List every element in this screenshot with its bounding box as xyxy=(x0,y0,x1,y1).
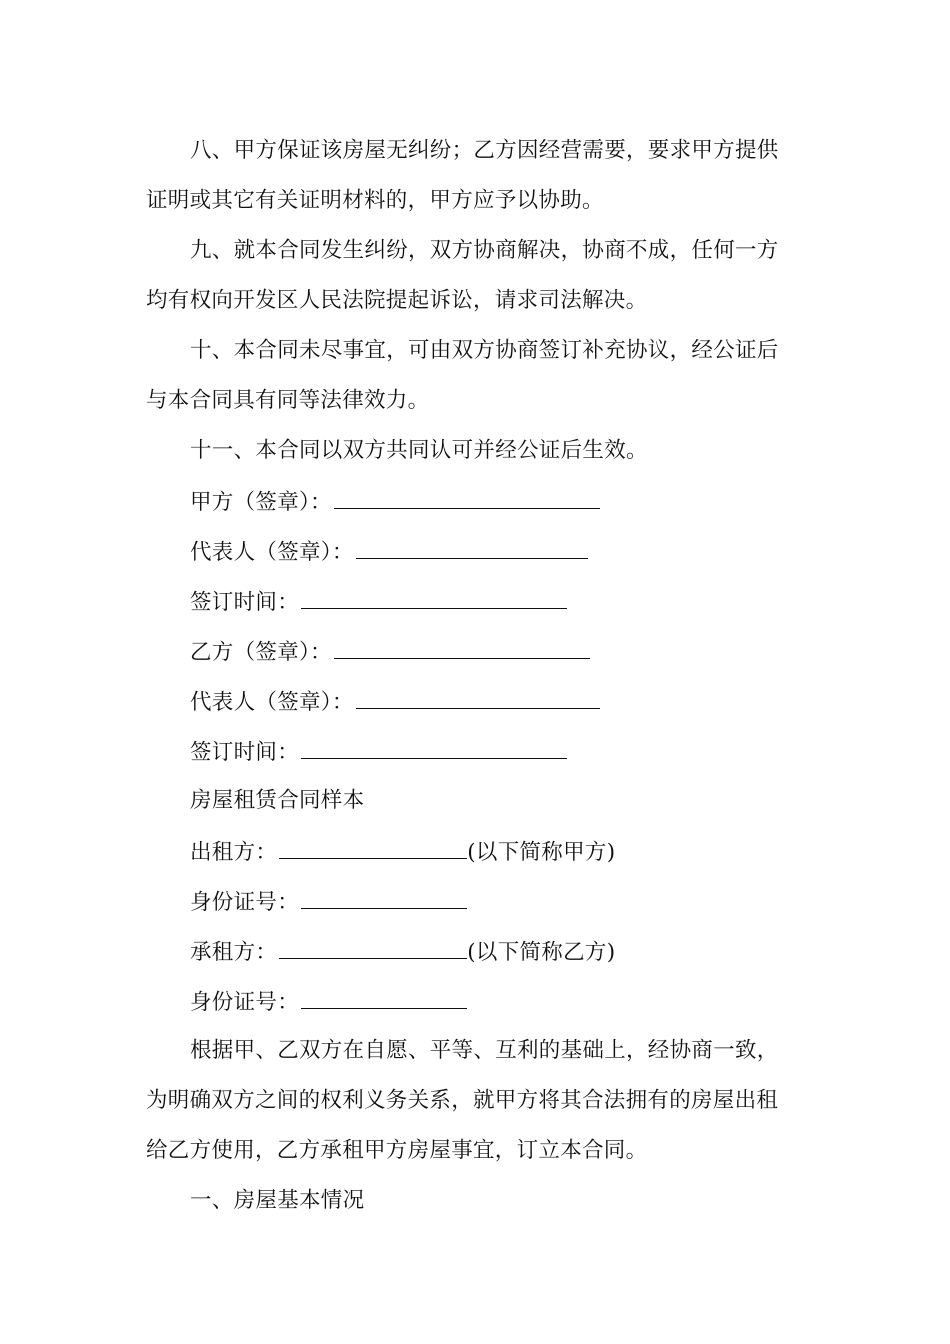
rep-b-label: 代表人（签章）： xyxy=(190,690,354,715)
intro-line-2: 为明确双方之间的权利义务关系，就甲方将其合法拥有的房屋出租 xyxy=(146,1088,779,1113)
party-a-label: 甲方（签章）： xyxy=(190,490,332,515)
lessor-label: 出租方： xyxy=(190,840,278,865)
section-1-heading: 一、房屋基本情况 xyxy=(190,1188,365,1213)
lessee-id-blank[interactable] xyxy=(301,986,467,1009)
sample-title: 房屋租赁合同样本 xyxy=(190,788,365,813)
lessor-row xyxy=(190,836,850,868)
lessee-suffix: (以下简称乙方) xyxy=(467,940,616,965)
date-a-blank[interactable] xyxy=(301,586,567,609)
date-a-label: 签订时间： xyxy=(190,590,300,615)
rep-b-signature-blank[interactable] xyxy=(356,686,600,709)
lessee-name-blank[interactable] xyxy=(279,936,467,959)
rep-a-signature-blank[interactable] xyxy=(356,536,588,559)
lessor-id-blank[interactable] xyxy=(301,886,467,909)
lessee-label: 承租方： xyxy=(190,940,278,965)
lessor-suffix: (以下简称甲方) xyxy=(467,840,616,865)
lessor-id-row xyxy=(190,886,850,918)
date-b-blank[interactable] xyxy=(301,736,567,759)
clause-11: 十一、本合同以双方共同认可并经公证后生效。 xyxy=(190,438,648,463)
date-a-row xyxy=(190,586,850,618)
lessor-name-blank[interactable] xyxy=(279,836,467,859)
rep-a-signature-row xyxy=(190,536,850,568)
date-b-row xyxy=(190,736,850,768)
party-b-label: 乙方（签章）： xyxy=(190,640,332,665)
rep-b-signature-row xyxy=(190,686,850,718)
lessee-id-row xyxy=(190,986,850,1018)
party-b-signature-blank[interactable] xyxy=(334,636,590,659)
clause-8-line-2: 证明或其它有关证明材料的，甲方应予以协助。 xyxy=(146,188,604,213)
clause-9-line-2: 均有权向开发区人民法院提起诉讼，请求司法解决。 xyxy=(146,288,648,313)
clause-9-line-1: 九、就本合同发生纠纷，双方协商解决，协商不成，任何一方 xyxy=(190,238,779,263)
clause-10-line-2: 与本合同具有同等法律效力。 xyxy=(146,388,430,413)
party-b-signature-row xyxy=(190,636,850,668)
clause-8-line-1: 八、甲方保证该房屋无纠纷；乙方因经营需要，要求甲方提供 xyxy=(190,138,779,163)
intro-line-1: 根据甲、乙双方在自愿、平等、互利的基础上，经协商一致， xyxy=(190,1038,779,1063)
lessee-id-label: 身份证号： xyxy=(190,990,300,1015)
date-b-label: 签订时间： xyxy=(190,740,300,765)
rep-a-label: 代表人（签章）： xyxy=(190,540,354,565)
lessee-row xyxy=(190,936,850,968)
party-a-signature-blank[interactable] xyxy=(334,486,600,509)
party-a-signature-row xyxy=(190,486,850,518)
intro-line-3: 给乙方使用，乙方承租甲方房屋事宜，订立本合同。 xyxy=(146,1138,648,1163)
lessor-id-label: 身份证号： xyxy=(190,890,300,915)
clause-10-line-1: 十、本合同未尽事宜，可由双方协商签订补充协议，经公证后 xyxy=(190,338,779,363)
